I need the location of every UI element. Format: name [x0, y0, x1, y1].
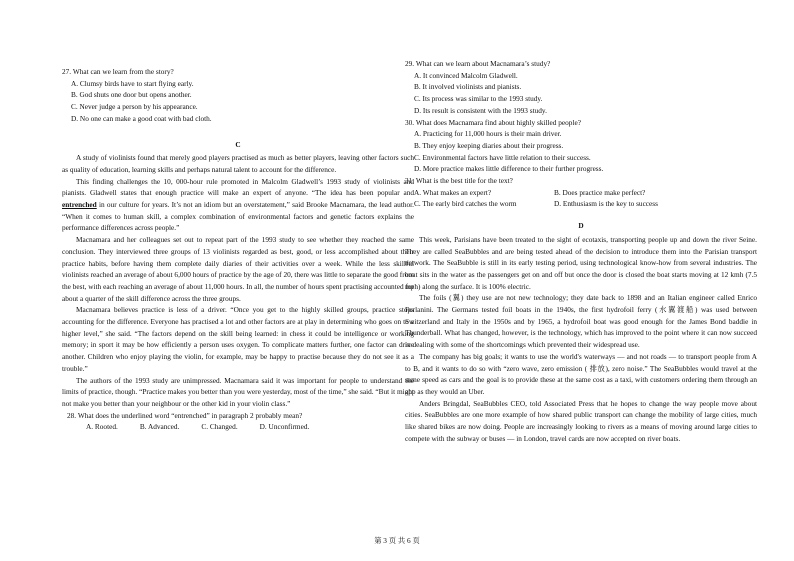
right-column: [405, 58, 757, 445]
option-b: B. It involved violinists and pianists.: [414, 82, 522, 92]
option-d: D. No one can make a good coat with bad cloth.: [71, 113, 212, 123]
left-column: [62, 66, 414, 433]
question-27: [62, 66, 414, 125]
option-c: C. Its process was similar to the 1993 study.: [414, 94, 543, 104]
option-b: B. God shuts one door but opens another.: [71, 90, 192, 100]
passage-d-paragraph-1: This week, Parisians have been treated to the sight of ecotaxis, transporting people up and down the river Seine. They are called SeaBubbles and are being tested ahead of the decision to introduce them into the Parisian transport network. The SeaBubble is still in its early testing period, using technological know-how from several industries. The boat sits in the water as the passengers get on and off but once the door is closed the boat starts moving at 12 kmh (7.5 mph) along the surface. It is 100% electric.: [405, 234, 757, 291]
question-stem: 29. What can we learn about Macnamara’s study?: [405, 59, 551, 68]
question-stem: 28. What does the underlined word “entrenched” in paragraph 2 probably mean?: [67, 410, 303, 420]
option-d: D. Its result is consistent with the 1993 study.: [414, 105, 547, 115]
option-b: B. Does practice make perfect?: [554, 187, 646, 197]
option-a: A. Clumsy birds have to start flying early.: [71, 78, 194, 88]
paragraph-text: in our culture for years. It’s not an idiom but an overstatement,” said Brooke Macnamara, the lead author. “When it comes to human skill, a complex combination of environmental factors and genetic factors explains the performance differences across people.”: [62, 200, 414, 233]
options-row: [62, 421, 414, 433]
option-b: B. They enjoy keeping diaries about their progress.: [414, 140, 564, 150]
page-footer: 第 3 页 共 6 页: [374, 536, 420, 545]
question-stem: 30. What does Macnamara find about highly skilled people?: [405, 117, 581, 127]
option-c: C. Changed.: [201, 422, 238, 432]
passage-c-paragraph-1: A study of violinists found that merely good players practised as much as better players, leaving other factors such as quality of education, learning skills and perhaps natural talent to account for the difference.: [62, 153, 414, 174]
section-heading-c: C: [235, 139, 241, 149]
question-stem: 31. What is the best title for the text?: [405, 176, 513, 186]
passage-c-paragraph-4: Macnamara believes practice is less of a driver. “Once you get to the highly skilled groups, practice stops accounting for the difference. Everyone has practised a lot and other factors are at play in determining who goes on to a higher level,” she said. “The factors depend on the skill being learned: in chess it could be intelligence or working memory; in sport it may be how efficiently a person uses oxygen. To complicate matters further, one factor can drive another. Children who enjoy playing the violin, for example, may be happy to practise because they do not see it as a trouble.”: [62, 305, 414, 373]
option-a: A. It convinced Malcolm Gladwell.: [414, 70, 518, 80]
question-29: [405, 58, 757, 117]
option-a: A. Rooted.: [86, 422, 118, 432]
option-c: C. Environmental factors have little relation to their success.: [414, 152, 591, 162]
question-stem: 27. What can we learn from the story?: [62, 67, 174, 76]
option-c: C. The early bird catches the worm: [414, 199, 517, 209]
option-d: D. Unconfirmed.: [259, 422, 310, 432]
option-a: A. Practicing for 11,000 hours is their main driver.: [414, 129, 562, 139]
section-heading-d: D: [578, 221, 584, 231]
option-d: D. More practice makes little difference to their further progress.: [414, 164, 604, 174]
passage-d-paragraph-2: The foils (翼) they use are not new technology; they date back to 1898 and an Italian engineer called Enrico Forlanini. The Germans tested foil boats in the 1940s, the first hydrofoil ferry (水翼渡船) was used between Switzerland and Italy in the 1950s and by 1965, a hydrofoil boat was good enough for the James Bond baddie in Thunderball. What has changed, however, is the technology, which has improved to the point where it can now succeed in dealing with some of the shortcomings which prevented their widespread use.: [405, 293, 757, 350]
passage-c-paragraph-3: Macnamara and her colleagues set out to repeat part of the 1993 study to see whether they reached the same conclusion. They interviewed three groups of 13 violinists regarded as best, good, or less accomplished about their practice habits, before having them complete daily diaries of their activities over a week. While the less skillful violinists reached an average of about 6,000 hours of practice by the age of 20, there was little to separate the good from the best, with each reaching an average of about 11,000 hours. In all, the number of hours spent practising accounted for about a quarter of the skill difference across the three groups.: [62, 235, 414, 303]
option-b: B. Advanced.: [139, 422, 180, 432]
passage-d-paragraph-3: The company has big goals; it wants to use the world's waterways — and not roads — to transport people from A to B, and it wants to do so with “zero wave, zero emission ( 排放), zero noise.” The SeaBubbles would travel at the same speed as cars and the goal is to provide these at the same cost as a taxi, with customers ordering them through an app as they would an Uber.: [405, 351, 757, 396]
option-a: A. What makes an expert?: [414, 187, 492, 197]
question-30: [405, 117, 757, 176]
option-c: C. Never judge a person by his appearance.: [71, 102, 198, 112]
passage-c-paragraph-2: [62, 176, 414, 235]
passage-c-paragraph-5: The authors of the 1993 study are unimpressed. Macnamara said it was important for people to understand the limits of practice, though. “Practice makes you better than you were yesterday, most of the time,” she said. “But it might not make you better than your neighbour or the other kid in your violin class.”: [62, 375, 414, 408]
paragraph-text: This finding challenges the 10, 000-hour rule promoted in Malcolm Gladwell’s 1993 study of violinists and pianists. Gladwell states that enough practice will make an expert of anyone. “The idea has been popular and: [62, 176, 414, 198]
passage-d-paragraph-4: Anders Bringdal, SeaBubbles CEO, told Associated Press that he hopes to change the way people move about cities. SeaBubbles are one more example of how shared public transport can change the mobility of large cities, much like shared bikes are now doing. People are increasingly looking to rivers as a means of moving around large cities to compete with the subway or buses — in London, travel cards are now accepted on river boats.: [405, 398, 757, 443]
option-d: D. Enthusiasm is the key to success: [554, 199, 658, 209]
underlined-word: entrenched: [62, 200, 97, 210]
options-grid: [405, 187, 757, 210]
question-28: [62, 410, 414, 433]
question-31: [405, 175, 757, 210]
